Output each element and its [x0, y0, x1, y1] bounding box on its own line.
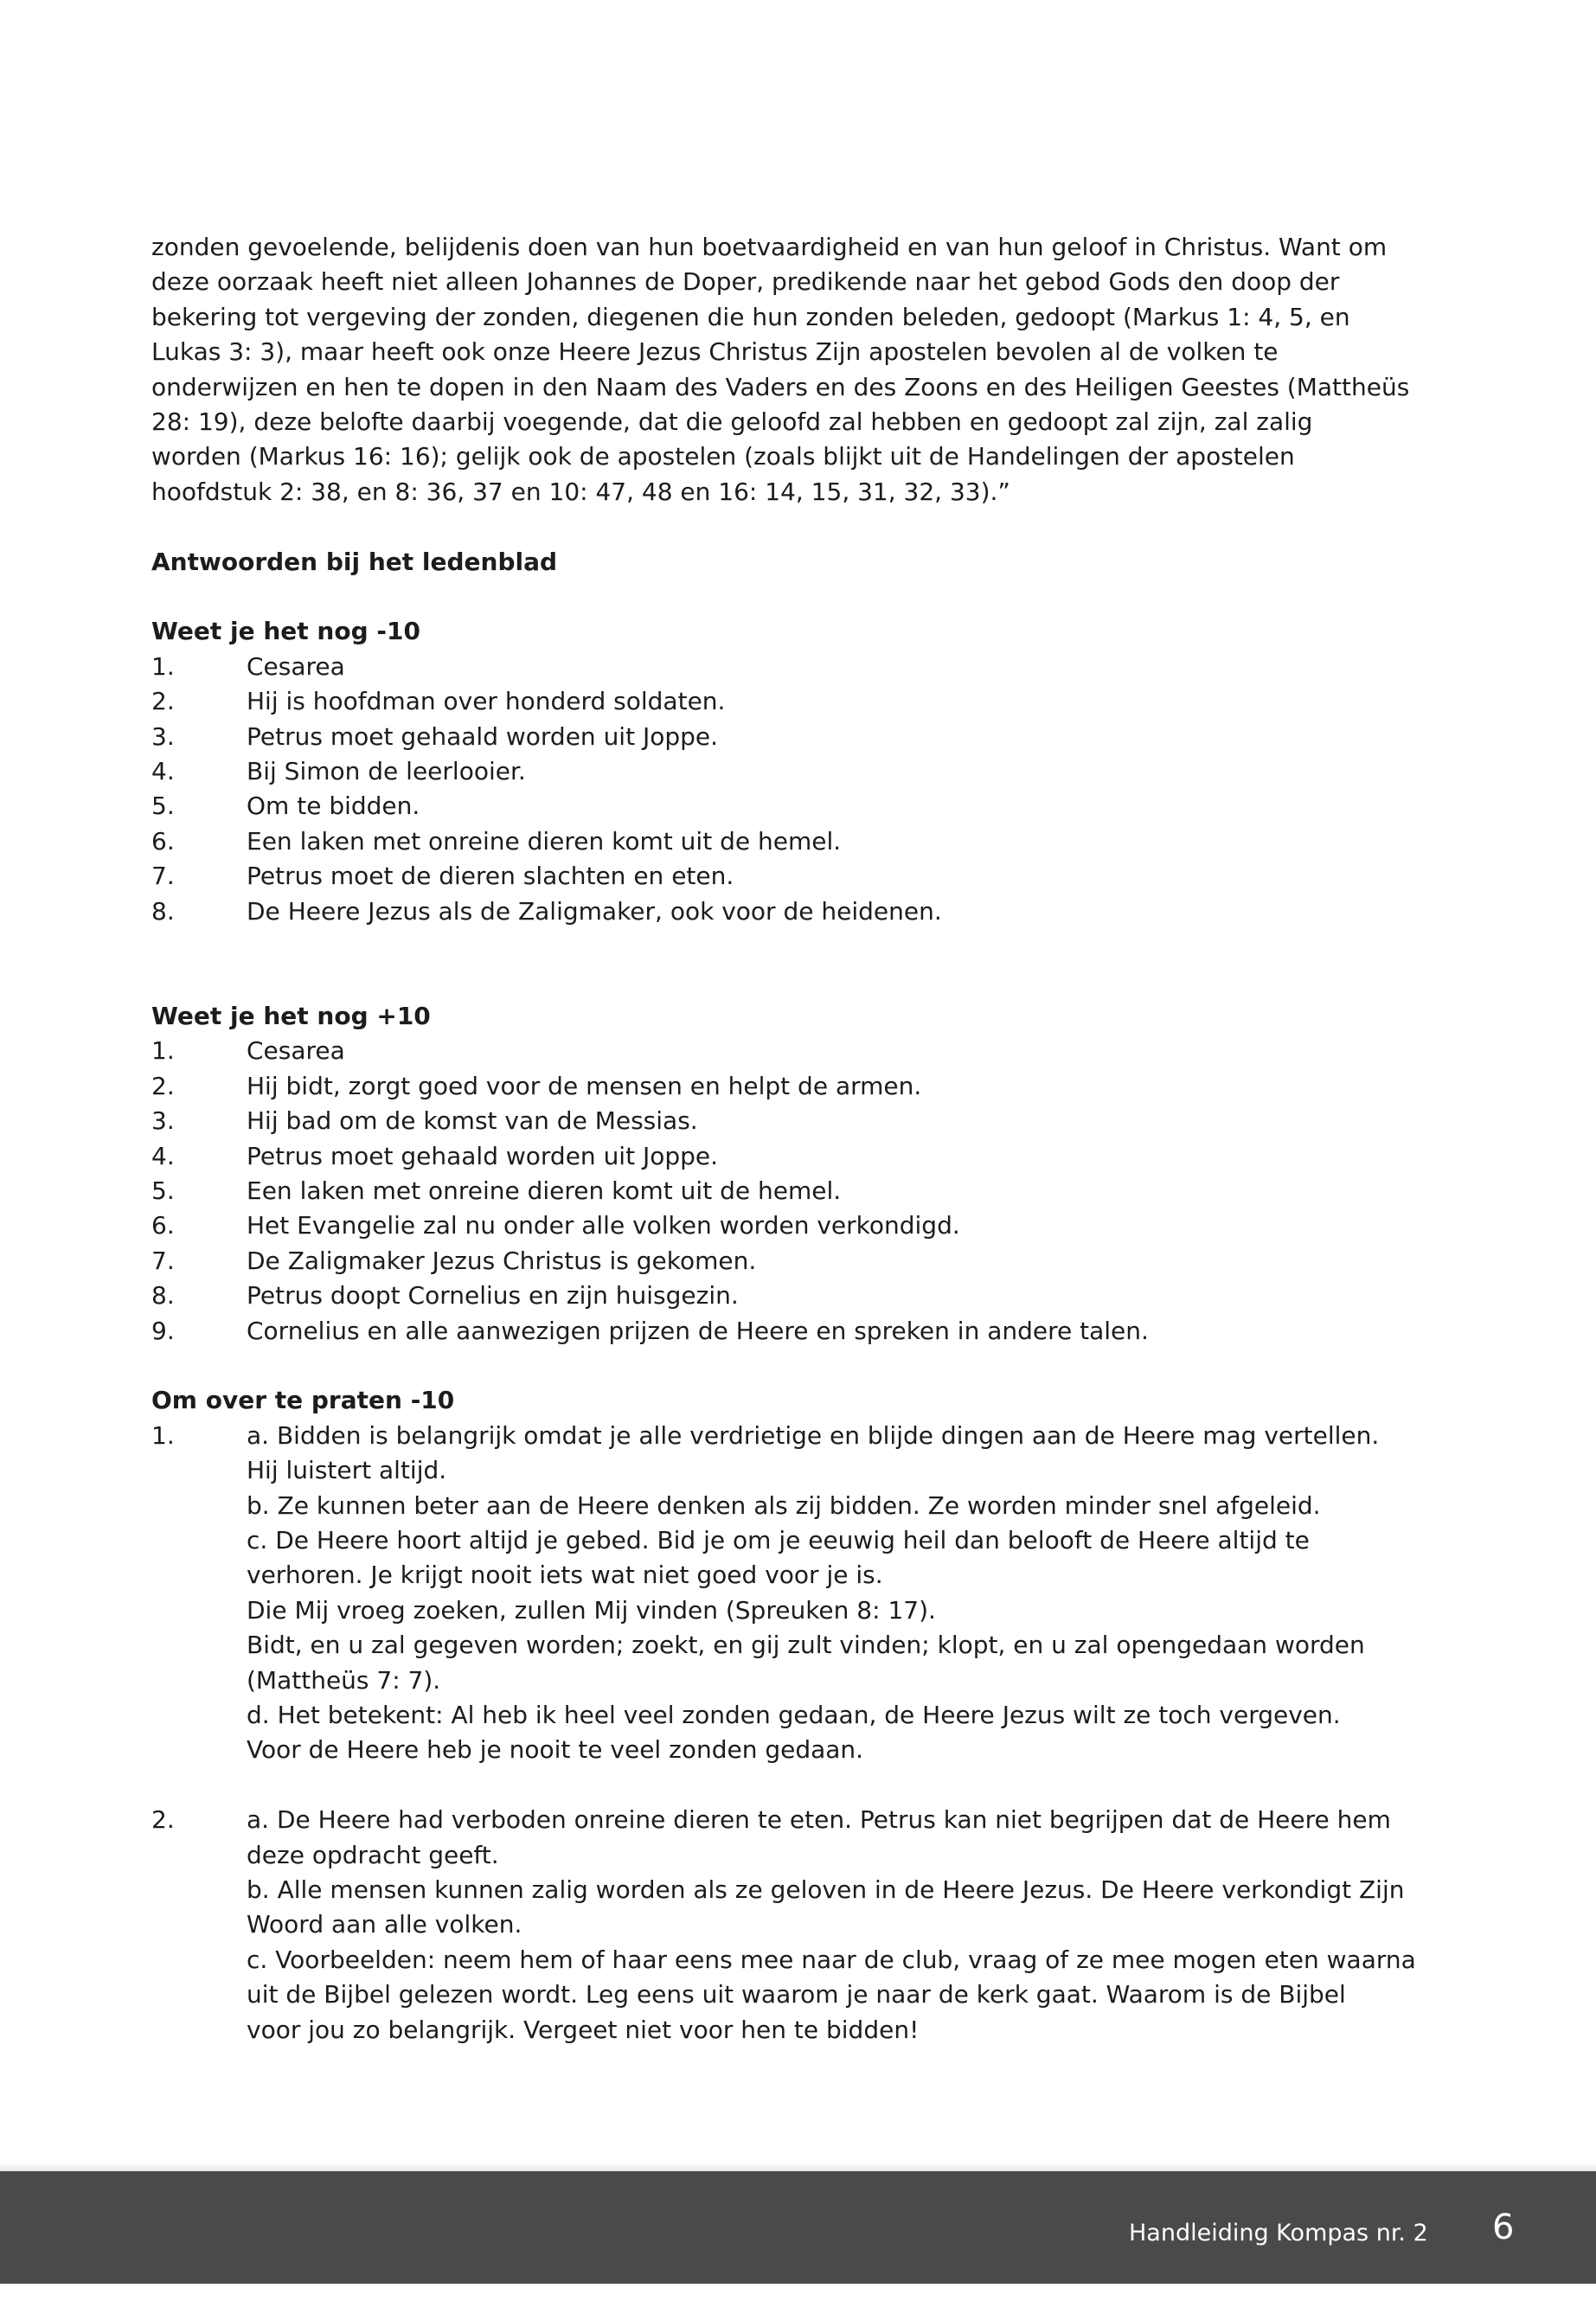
- answer-line: (Mattheüs 7: 7).: [247, 1665, 441, 1695]
- item-text: Cornelius en alle aanwezigen prijzen de Heere en spreken in andere talen.: [247, 1316, 1149, 1345]
- answer-line: Voor de Heere heb je nooit te veel zonden gedaan.: [247, 1735, 864, 1765]
- item-number: 1.: [151, 1420, 175, 1450]
- section-heading: Weet je het nog -10: [151, 617, 420, 646]
- section-weet-je-het-nog-min-10: [151, 614, 1423, 929]
- answer-line: Die Mij vroeg zoeken, zullen Mij vinden (Spreuken 8: 17).: [247, 1595, 936, 1625]
- list-item: [151, 894, 1423, 929]
- section-weet-je-het-nog-plus-10: [151, 999, 1423, 1349]
- answer-line: b. Ze kunnen beter aan de Heere denken als zij bidden. Ze worden minder snel afgeleid.: [247, 1490, 1321, 1520]
- answer-line: b. Alle mensen kunnen zalig worden als ze geloven in de Heere Jezus. De Heere verkondigt Zijn: [247, 1875, 1405, 1905]
- item-text: [247, 1803, 1423, 2048]
- item-number: 8.: [151, 1281, 175, 1311]
- answer-line: c. Voorbeelden: neem hem of haar eens mee naar de club, vraag of ze mee mogen eten waarna: [247, 1945, 1416, 1974]
- list-item: [151, 1069, 1423, 1104]
- answer-line: Woord aan alle volken.: [247, 1910, 522, 1939]
- intro-line: deze oorzaak heeft niet alleen Johannes de Doper, predikende naar het gebod Gods den doop der: [151, 267, 1340, 297]
- item-text: De Heere Jezus als de Zaligmaker, ook voor de heidenen.: [247, 896, 942, 926]
- item-number: 1.: [151, 651, 175, 681]
- item-text: Petrus moet gehaald worden uit Joppe.: [247, 1141, 719, 1170]
- answer-line: Hij luistert altijd.: [247, 1456, 447, 1485]
- item-number: 9.: [151, 1316, 175, 1345]
- section-om-over-te-praten: [151, 1383, 1423, 2048]
- answer-line: voor jou zo belangrijk. Vergeet niet voor hen te bidden!: [247, 2015, 920, 2044]
- answer-line: a. De Heere had verboden onreine dieren te eten. Petrus kan niet begrijpen dat de Heere hem: [247, 1805, 1391, 1835]
- item-text: De Zaligmaker Jezus Christus is gekomen.: [247, 1246, 757, 1275]
- answer-line: d. Het betekent: Al heb ik heel veel zonden gedaan, de Heere Jezus wilt ze toch vergeven.: [247, 1701, 1341, 1729]
- list-item: [151, 1314, 1423, 1349]
- item-text: Petrus moet de dieren slachten en eten.: [247, 862, 734, 891]
- page-number: 6: [1492, 2208, 1515, 2247]
- section-heading: Om over te praten -10: [151, 1386, 455, 1415]
- list-item: [151, 1279, 1423, 1313]
- item-text: Hij bad om de komst van de Messias.: [247, 1106, 698, 1136]
- footer-bottom-edge: [0, 2284, 1596, 2301]
- list-item: [151, 1139, 1423, 1174]
- intro-line: 28: 19), deze belofte daarbij voegende, dat die geloofd zal hebben en gedoopt zal zijn, zal zalig: [151, 407, 1313, 437]
- item-text: Cesarea: [247, 1036, 345, 1066]
- item-number: 8.: [151, 896, 175, 926]
- item-text: Een laken met onreine dieren komt uit de hemel.: [247, 1176, 842, 1205]
- discussion-question-2: [151, 1803, 1423, 2048]
- item-number: 5.: [151, 1176, 175, 1205]
- section-heading: Weet je het nog +10: [151, 1001, 431, 1030]
- item-number: 6.: [151, 1211, 175, 1240]
- list-item: [151, 1174, 1423, 1208]
- list-item: [151, 1244, 1423, 1279]
- intro-line: hoofdstuk 2: 38, en 8: 36, 37 en 10: 47, 48 en 16: 14, 15, 31, 32, 33).”: [151, 477, 1010, 506]
- item-number: 6.: [151, 826, 175, 856]
- answer-line: uit de Bijbel gelezen wordt. Leg eens uit waarom je naar de kerk gaat. Waarom is de Bijbel: [247, 1980, 1346, 2009]
- item-text: Hij is hoofdman over honderd soldaten.: [247, 687, 726, 716]
- item-number: 4.: [151, 757, 175, 786]
- item-text: Een laken met onreine dieren komt uit de hemel.: [247, 826, 842, 856]
- item-number: 7.: [151, 862, 175, 891]
- item-text: Om te bidden.: [247, 792, 420, 821]
- answer-line: Bidt, en u zal gegeven worden; zoekt, en gij zult vinden; klopt, en u zal opengedaan worden: [247, 1631, 1365, 1660]
- list-item: [151, 1104, 1423, 1138]
- item-text: Petrus doopt Cornelius en zijn huisgezin.: [247, 1281, 739, 1311]
- item-number: 4.: [151, 1141, 175, 1170]
- answer-line: verhoren. Je krijgt nooit iets wat niet goed voor je is.: [247, 1561, 883, 1590]
- list-item: [151, 1208, 1423, 1243]
- intro-paragraph: [151, 230, 1423, 510]
- list-item: [151, 1034, 1423, 1068]
- item-number: 3.: [151, 721, 175, 751]
- intro-line: Lukas 3: 3), maar heeft ook onze Heere Jezus Christus Zijn apostelen bevolen al de volken te: [151, 337, 1279, 367]
- list-item: [151, 754, 1423, 789]
- footer-title: Handleiding Kompas nr. 2: [1129, 2220, 1428, 2247]
- item-number: 2.: [151, 1071, 175, 1100]
- list-item: [151, 684, 1423, 719]
- intro-line: worden (Markus 16: 16); gelijk ook de apostelen (zoals blijkt uit de Handelingen der apostelen: [151, 442, 1295, 471]
- item-text: Hij bidt, zorgt goed voor de mensen en helpt de armen.: [247, 1071, 922, 1100]
- item-text: Bij Simon de leerlooier.: [247, 757, 526, 786]
- intro-line: zonden gevoelende, belijdenis doen van hun boetvaardigheid en van hun geloof in Christus. Want om: [151, 233, 1388, 261]
- list-item: [151, 789, 1423, 824]
- list-item: [151, 650, 1423, 684]
- intro-line: onderwijzen en hen te dopen in den Naam des Vaders en des Zoons en des Heiligen Geestes (Mattheüs: [151, 372, 1410, 401]
- intro-line: bekering tot vergeving der zonden, diegenen die hun zonden beleden, gedoopt (Markus 1: 4, 5, en: [151, 302, 1350, 331]
- answer-line: deze opdracht geeft.: [247, 1840, 499, 1869]
- item-number: 5.: [151, 792, 175, 821]
- answer-line: c. De Heere hoort altijd je gebed. Bid je om je eeuwig heil dan belooft de Heere altijd te: [247, 1525, 1310, 1554]
- answer-line: a. Bidden is belangrijk omdat je alle verdrietige en blijde dingen aan de Heere mag vertellen.: [247, 1420, 1380, 1450]
- item-text: Cesarea: [247, 651, 345, 681]
- list-item: [151, 720, 1423, 754]
- item-text: [247, 1419, 1423, 1768]
- document-body: [151, 230, 1423, 2048]
- answers-heading: Antwoorden bij het ledenblad: [151, 547, 558, 576]
- list-item: [151, 859, 1423, 894]
- item-number: 7.: [151, 1246, 175, 1275]
- item-number: 3.: [151, 1106, 175, 1136]
- item-number: 2.: [151, 1805, 175, 1835]
- discussion-question-1: [151, 1419, 1423, 1768]
- item-number: 2.: [151, 687, 175, 716]
- item-text: Petrus moet gehaald worden uit Joppe.: [247, 721, 719, 751]
- item-text: Het Evangelie zal nu onder alle volken worden verkondigd.: [247, 1211, 960, 1240]
- item-number: 1.: [151, 1036, 175, 1066]
- list-item: [151, 824, 1423, 859]
